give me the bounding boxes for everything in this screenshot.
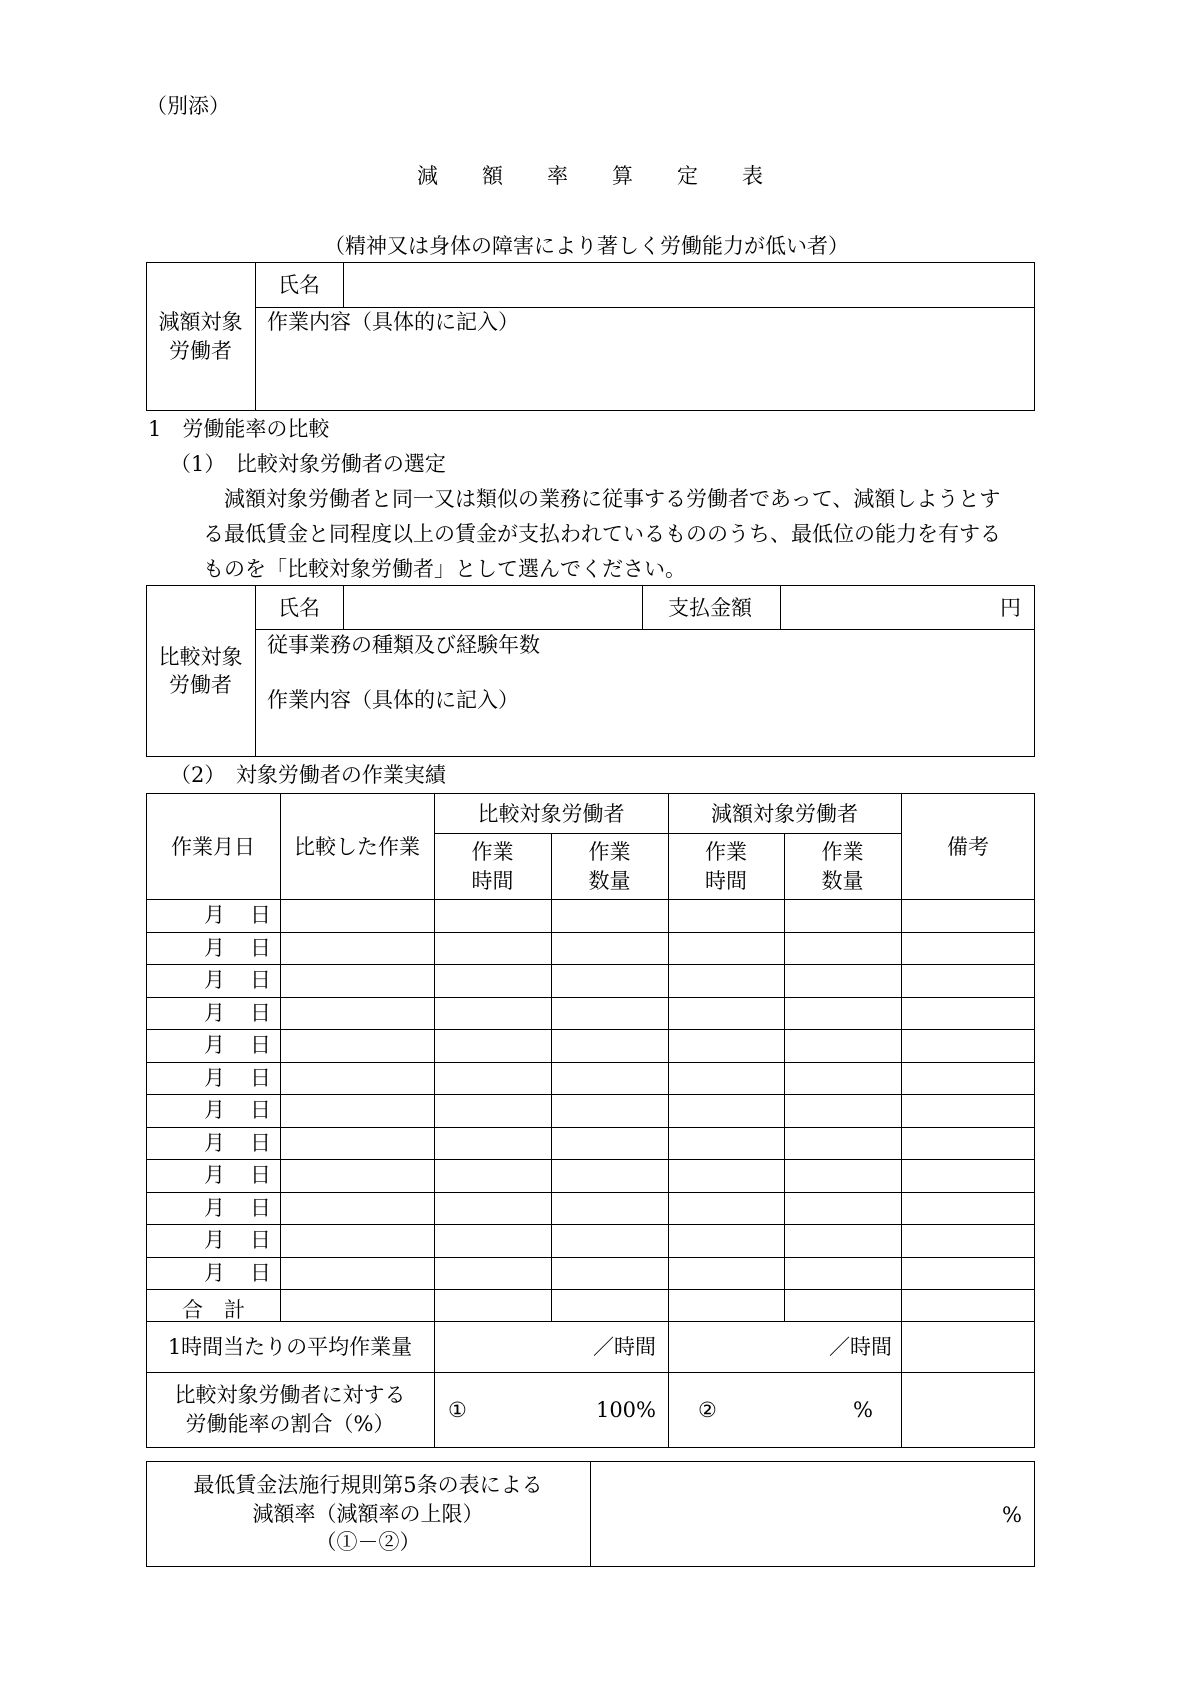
- target-name-label: 氏名: [278, 273, 320, 297]
- comparison-details-field[interactable]: [257, 660, 1033, 755]
- day-label: 日: [250, 1196, 271, 1220]
- target-worker-label: 減額対象: [158, 310, 243, 334]
- month-label: 月: [204, 1098, 225, 1122]
- comparison-average-unit: ／時間: [593, 1335, 656, 1359]
- day-label: 日: [250, 1001, 271, 1025]
- section1-sub1-heading: （1） 比較対象労働者の選定: [170, 452, 446, 476]
- target-time-header: 作業: [705, 840, 747, 864]
- day-label: 日: [250, 1131, 271, 1155]
- attachment-label: （別添）: [146, 94, 230, 118]
- average-label: 1時間当たりの平均作業量: [167, 1335, 413, 1359]
- month-label: 月: [204, 1196, 225, 1220]
- total-label: 合 計: [182, 1298, 245, 1322]
- ratio-target-unit: %: [853, 1398, 873, 1422]
- comparison-job-label: 従事業務の種類及び経験年数: [267, 633, 540, 657]
- ratio-target-mark: ②: [698, 1398, 717, 1422]
- day-label: 日: [250, 936, 271, 960]
- section1-heading: 1 労働能率の比較: [148, 417, 330, 441]
- comparison-qty-header: 作業: [588, 840, 631, 864]
- comparison-work-content-label: 作業内容（具体的に記入）: [267, 688, 519, 712]
- target-work-content-label: 作業内容（具体的に記入）: [267, 310, 519, 334]
- target-qty-header-2: 数量: [821, 869, 864, 893]
- target-average-unit: ／時間: [829, 1335, 892, 1359]
- col-work-header: 比較した作業: [294, 835, 420, 859]
- section1-sub2-heading: （2） 対象労働者の作業実績: [170, 763, 446, 787]
- month-label: 月: [204, 1131, 225, 1155]
- target-worker-label-2: 労働者: [169, 339, 232, 363]
- day-label: 日: [250, 1098, 271, 1122]
- target-work-content-field[interactable]: [257, 340, 1033, 409]
- title-char: 減: [417, 164, 438, 188]
- section1-sub1-text-3: ものを「比較対象労働者」として選んでください。: [203, 557, 686, 581]
- target-name-field[interactable]: [345, 264, 1033, 306]
- month-label: 月: [204, 1163, 225, 1187]
- title-char: 率: [547, 164, 568, 188]
- title-char: 表: [742, 164, 763, 188]
- title-char: 額: [482, 164, 503, 188]
- comparison-time-header-2: 時間: [471, 869, 514, 893]
- comparison-worker-label-2: 労働者: [169, 673, 232, 697]
- month-label: 月: [204, 1033, 225, 1057]
- day-label: 日: [250, 903, 271, 927]
- comparison-group-header: 比較対象労働者: [477, 802, 625, 826]
- month-label: 月: [204, 936, 225, 960]
- reduction-unit: %: [1002, 1503, 1022, 1527]
- reduction-label: 最低賃金法施行規則第5条の表による: [193, 1473, 543, 1497]
- day-label: 日: [250, 1261, 271, 1285]
- section1-sub1-text-2: る最低賃金と同程度以上の賃金が支払われているもののうち、最低位の能力を有する: [203, 522, 1001, 546]
- day-label: 日: [250, 1228, 271, 1252]
- ratio-label: 比較対象労働者に対する: [174, 1383, 406, 1407]
- ratio-comparison-mark: ①: [448, 1398, 467, 1422]
- comparison-name-label: 氏名: [278, 596, 320, 620]
- payment-label: 支払金額: [668, 596, 752, 620]
- day-label: 日: [250, 1066, 271, 1090]
- target-qty-header: 作業: [821, 840, 864, 864]
- col-date-header: 作業月日: [171, 835, 255, 859]
- payment-field[interactable]: [782, 587, 1033, 628]
- reduction-label-2: 減額率（減額率の上限）: [252, 1502, 484, 1526]
- month-label: 月: [204, 1066, 225, 1090]
- month-label: 月: [204, 1261, 225, 1285]
- page-title: [395, 166, 785, 187]
- subtitle: （精神又は身体の障害により著しく労働能力が低い者）: [324, 234, 849, 258]
- month-label: 月: [204, 903, 225, 927]
- comparison-qty-header-2: 数量: [588, 869, 631, 893]
- day-label: 日: [250, 1163, 271, 1187]
- reduction-label-3: （①－②）: [315, 1530, 421, 1554]
- title-char: 定: [677, 164, 698, 188]
- reduction-rate-field[interactable]: [592, 1463, 1033, 1565]
- yen-unit: 円: [1000, 596, 1021, 620]
- title-char: 算: [612, 164, 633, 188]
- day-label: 日: [250, 1033, 271, 1057]
- month-label: 月: [204, 1228, 225, 1252]
- target-group-header: 減額対象労働者: [711, 802, 858, 826]
- target-time-header-2: 時間: [705, 869, 747, 893]
- col-remarks-header: 備考: [947, 835, 989, 859]
- ratio-comparison-value: 100%: [595, 1398, 656, 1422]
- comparison-name-field[interactable]: [345, 587, 641, 628]
- ratio-label-2: 労働能率の割合（%）: [185, 1412, 395, 1436]
- month-label: 月: [204, 1001, 225, 1025]
- comparison-worker-label: 比較対象: [158, 645, 243, 669]
- section1-sub1-text-1: 減額対象労働者と同一又は類似の業務に従事する労働者であって、減額しようとす: [224, 487, 1001, 511]
- day-label: 日: [250, 968, 271, 992]
- comparison-time-header: 作業: [471, 840, 514, 864]
- month-label: 月: [204, 968, 225, 992]
